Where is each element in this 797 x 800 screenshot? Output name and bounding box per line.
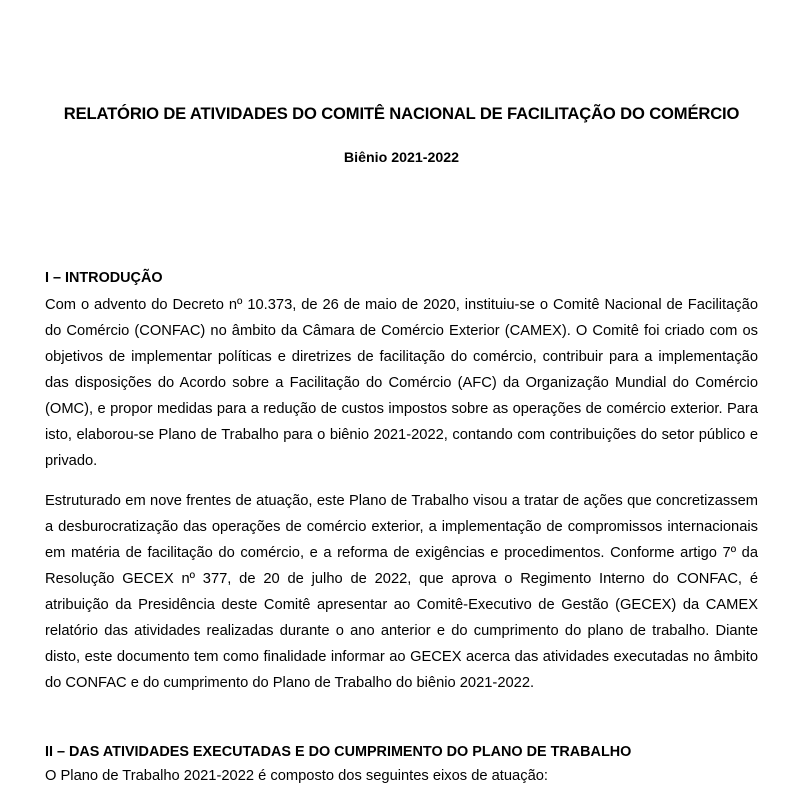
- page-subtitle: Biênio 2021-2022: [343, 149, 460, 166]
- document-content-column: [45, 0, 758, 789]
- section-heading-atividades-executadas: II – DAS ATIVIDADES EXECUTADAS E DO CUMPRIMENTO DO PLANO DE TRABALHO: [45, 743, 632, 760]
- paragraph-introducao-2: Estruturado em nove frentes de atuação, este Plano de Trabalho visou a tratar de ações que concretizassem a desburocratização das operações de comércio exterior, a implementação de compromissos internacionais em matéria de facilitação do comércio, e a reforma de exigências e procedimentos. Conforme artigo 7º da Resolução GECEX nº 377, de 20 de julho de 2022, que aprova o Regimento Interno do CONFAC, é atribuição da Presidência deste Comitê apresentar ao Comitê-Executivo de Gestão (GECEX) da CAMEX relatório das atividades realizadas durante o ano anterior e do cumprimento do plano de trabalho. Diante disto, este documento tem como finalidade informar ao GECEX acerca das atividades executadas no âmbito do CONFAC e do cumprimento do Plano de Trabalho do biênio 2021-2022.: [45, 492, 758, 691]
- section-heading-introducao: I – INTRODUÇÃO: [45, 270, 163, 287]
- page-title: RELATÓRIO DE ATIVIDADES DO COMITÊ NACIONAL DE FACILITAÇÃO DO COMÉRCIO: [63, 104, 740, 123]
- paragraph-eixos-lead: O Plano de Trabalho 2021-2022 é composto dos seguintes eixos de atuação:: [45, 768, 548, 785]
- paragraph-introducao-1: Com o advento do Decreto nº 10.373, de 26 de maio de 2020, instituiu-se o Comitê Nacional de Facilitação do Comércio (CONFAC) no âmbito da Câmara de Comércio Exterior (CAMEX). O Comitê foi criado com os objetivos de implementar políticas e diretrizes de facilitação do comércio, contribuir para a implementação das disposições do Acordo sobre a Facilitação do Comércio (AFC) da Organização Mundial do Comércio (OMC), e propor medidas para a redução de custos impostos sobre as operações de comércio exterior. Para isto, elaborou-se Plano de Trabalho para o biênio 2021-2022, contando com contribuições do setor público e privado.: [45, 296, 758, 469]
